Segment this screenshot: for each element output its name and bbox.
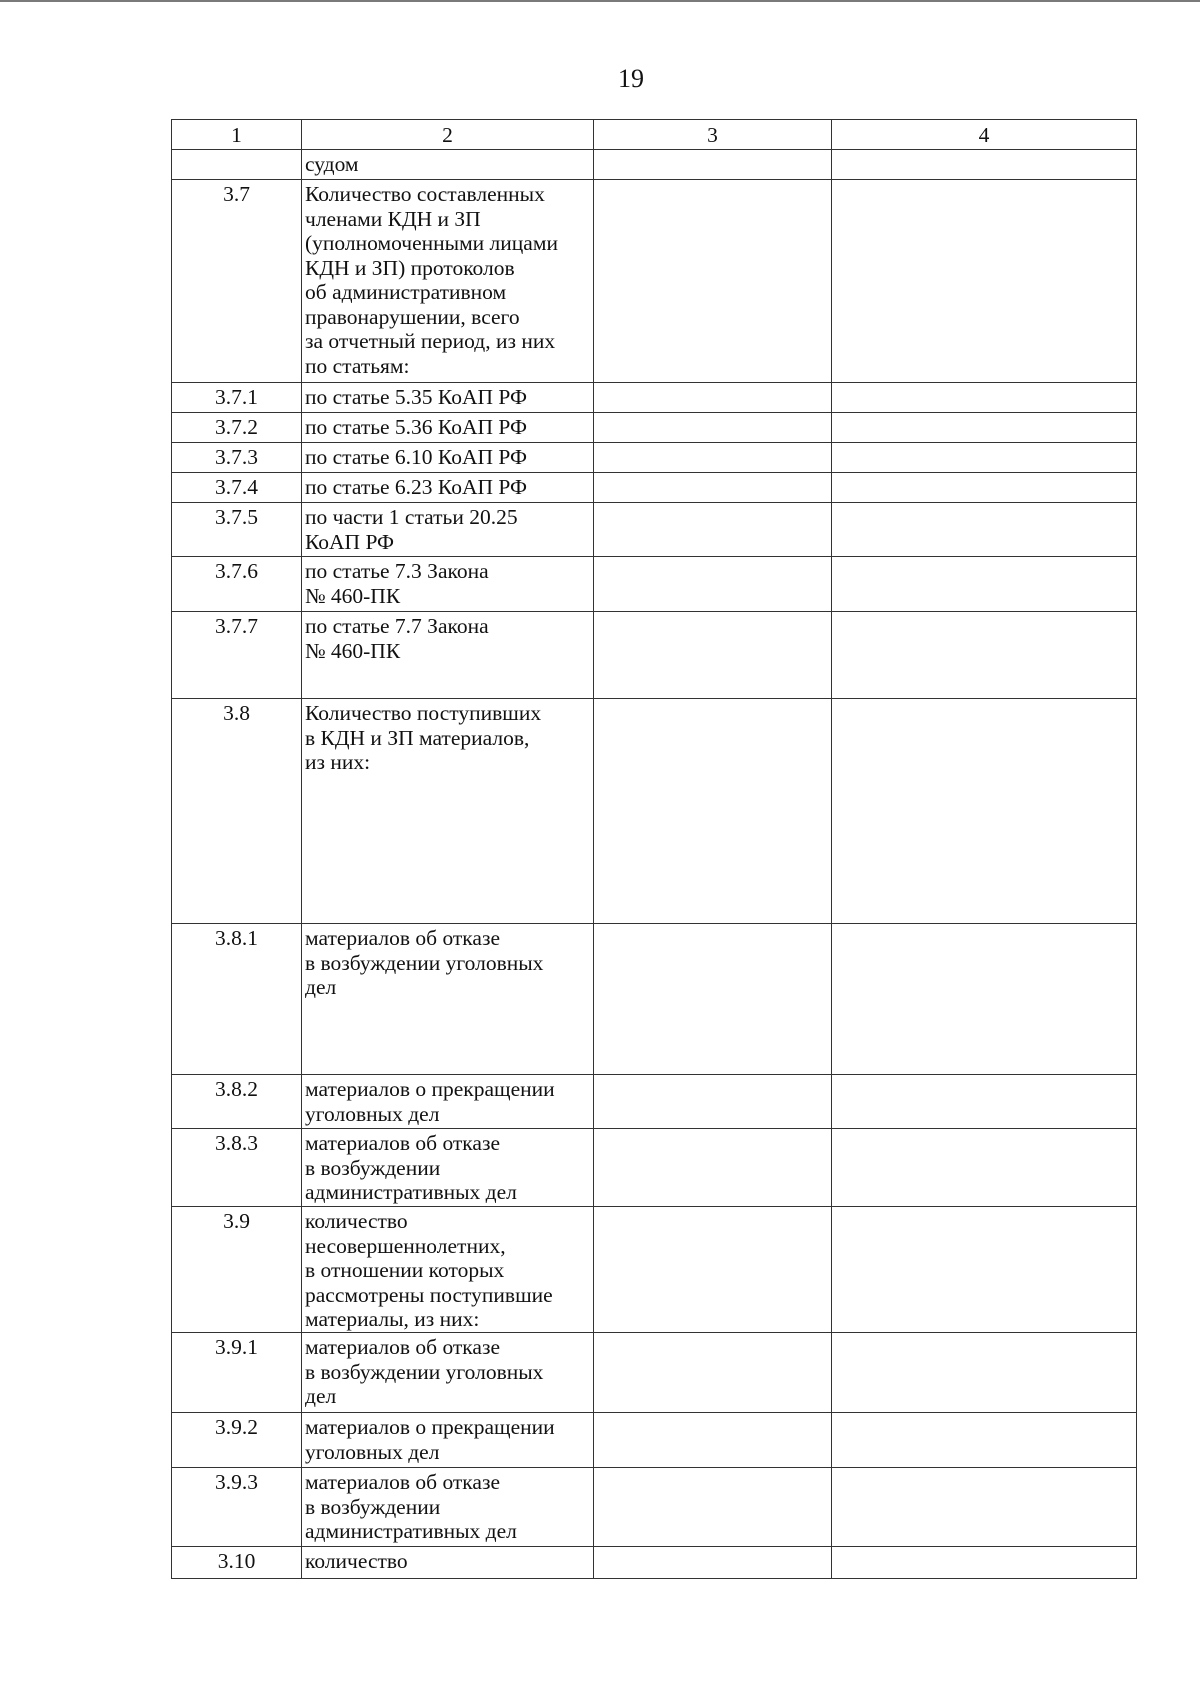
row-label: по части 1 статьи 20.25 КоАП РФ xyxy=(302,503,594,557)
row-value-col4 xyxy=(832,1333,1137,1413)
row-label: Количество составленных членами КДН и ЗП (уполномоченными лицами КДН и ЗП) протоколов об административном правонарушении, всего за отчетный период, из них по статьям: xyxy=(302,180,594,383)
row-value-col4 xyxy=(832,503,1137,557)
table-row xyxy=(172,180,1137,383)
table-row xyxy=(172,1333,1137,1413)
row-number: 3.7.3 xyxy=(172,443,302,473)
row-label: по статье 5.35 КоАП РФ xyxy=(302,383,594,413)
scan-top-edge xyxy=(0,0,1200,2)
row-label: по статье 6.10 КоАП РФ xyxy=(302,443,594,473)
row-label: материалов о прекращении уголовных дел xyxy=(302,1075,594,1129)
table-row xyxy=(172,503,1137,557)
row-label: материалов об отказе в возбуждении административных дел xyxy=(302,1468,594,1547)
report-table xyxy=(171,119,1137,1579)
row-value-col3 xyxy=(594,1333,832,1413)
table-row xyxy=(172,557,1137,612)
table-row xyxy=(172,612,1137,699)
row-value-col3 xyxy=(594,1075,832,1129)
row-value-col3 xyxy=(594,924,832,1075)
row-value-col4 xyxy=(832,1207,1137,1333)
row-value-col3 xyxy=(594,1547,832,1579)
row-value-col3 xyxy=(594,180,832,383)
row-value-col4 xyxy=(832,557,1137,612)
row-number xyxy=(172,150,302,180)
row-number: 3.8.3 xyxy=(172,1129,302,1207)
row-value-col4 xyxy=(832,1547,1137,1579)
row-value-col3 xyxy=(594,473,832,503)
row-value-col3 xyxy=(594,557,832,612)
column-header-4: 4 xyxy=(832,120,1137,150)
row-value-col4 xyxy=(832,443,1137,473)
row-label: по статье 5.36 КоАП РФ xyxy=(302,413,594,443)
row-value-col3 xyxy=(594,443,832,473)
table-row xyxy=(172,1207,1137,1333)
row-label: по статье 6.23 КоАП РФ xyxy=(302,473,594,503)
table-row xyxy=(172,1547,1137,1579)
page-number: 19 xyxy=(618,64,644,93)
row-value-col3 xyxy=(594,413,832,443)
column-header-2: 2 xyxy=(302,120,594,150)
table-row xyxy=(172,473,1137,503)
row-label: материалов о прекращении уголовных дел xyxy=(302,1413,594,1468)
row-value-col4 xyxy=(832,383,1137,413)
row-value-col3 xyxy=(594,612,832,699)
row-label: материалов об отказе в возбуждении уголовных дел xyxy=(302,924,594,1075)
row-label: по статье 7.7 Закона № 460-ПК xyxy=(302,612,594,699)
row-number: 3.9.3 xyxy=(172,1468,302,1547)
row-value-col4 xyxy=(832,150,1137,180)
row-label: Количество поступивших в КДН и ЗП материалов, из них: xyxy=(302,699,594,924)
row-number: 3.7.2 xyxy=(172,413,302,443)
row-number: 3.8.2 xyxy=(172,1075,302,1129)
row-value-col3 xyxy=(594,1129,832,1207)
row-label: судом xyxy=(302,150,594,180)
row-value-col4 xyxy=(832,413,1137,443)
row-value-col3 xyxy=(594,150,832,180)
row-value-col3 xyxy=(594,1413,832,1468)
row-number: 3.9 xyxy=(172,1207,302,1333)
table-row xyxy=(172,1468,1137,1547)
table-row xyxy=(172,443,1137,473)
table-row xyxy=(172,1129,1137,1207)
row-number: 3.8.1 xyxy=(172,924,302,1075)
row-label: количество несовершеннолетних, в отношении которых рассмотрены поступившие материалы, из них: xyxy=(302,1207,594,1333)
row-number: 3.8 xyxy=(172,699,302,924)
row-label: по статье 7.3 Закона № 460-ПК xyxy=(302,557,594,612)
row-value-col4 xyxy=(832,1075,1137,1129)
row-value-col3 xyxy=(594,1207,832,1333)
row-label: количество xyxy=(302,1547,594,1579)
table-row xyxy=(172,1075,1137,1129)
row-value-col3 xyxy=(594,383,832,413)
row-number: 3.7 xyxy=(172,180,302,383)
row-value-col4 xyxy=(832,699,1137,924)
column-header-3: 3 xyxy=(594,120,832,150)
row-value-col3 xyxy=(594,503,832,557)
row-value-col4 xyxy=(832,1413,1137,1468)
row-value-col3 xyxy=(594,699,832,924)
row-number: 3.7.1 xyxy=(172,383,302,413)
table-row xyxy=(172,924,1137,1075)
row-value-col4 xyxy=(832,473,1137,503)
row-value-col4 xyxy=(832,612,1137,699)
row-value-col4 xyxy=(832,924,1137,1075)
row-value-col4 xyxy=(832,1468,1137,1547)
table-row xyxy=(172,413,1137,443)
row-number: 3.7.7 xyxy=(172,612,302,699)
column-header-1: 1 xyxy=(172,120,302,150)
table-header-row xyxy=(172,120,1137,150)
row-number: 3.9.1 xyxy=(172,1333,302,1413)
row-number: 3.7.6 xyxy=(172,557,302,612)
table-row xyxy=(172,1413,1137,1468)
row-number: 3.7.5 xyxy=(172,503,302,557)
row-label: материалов об отказе в возбуждении уголовных дел xyxy=(302,1333,594,1413)
table-row xyxy=(172,383,1137,413)
table-row xyxy=(172,150,1137,180)
row-value-col4 xyxy=(832,180,1137,383)
row-value-col3 xyxy=(594,1468,832,1547)
row-number: 3.9.2 xyxy=(172,1413,302,1468)
row-number: 3.10 xyxy=(172,1547,302,1579)
row-number: 3.7.4 xyxy=(172,473,302,503)
row-label: материалов об отказе в возбуждении административных дел xyxy=(302,1129,594,1207)
table-row xyxy=(172,699,1137,924)
row-value-col4 xyxy=(832,1129,1137,1207)
